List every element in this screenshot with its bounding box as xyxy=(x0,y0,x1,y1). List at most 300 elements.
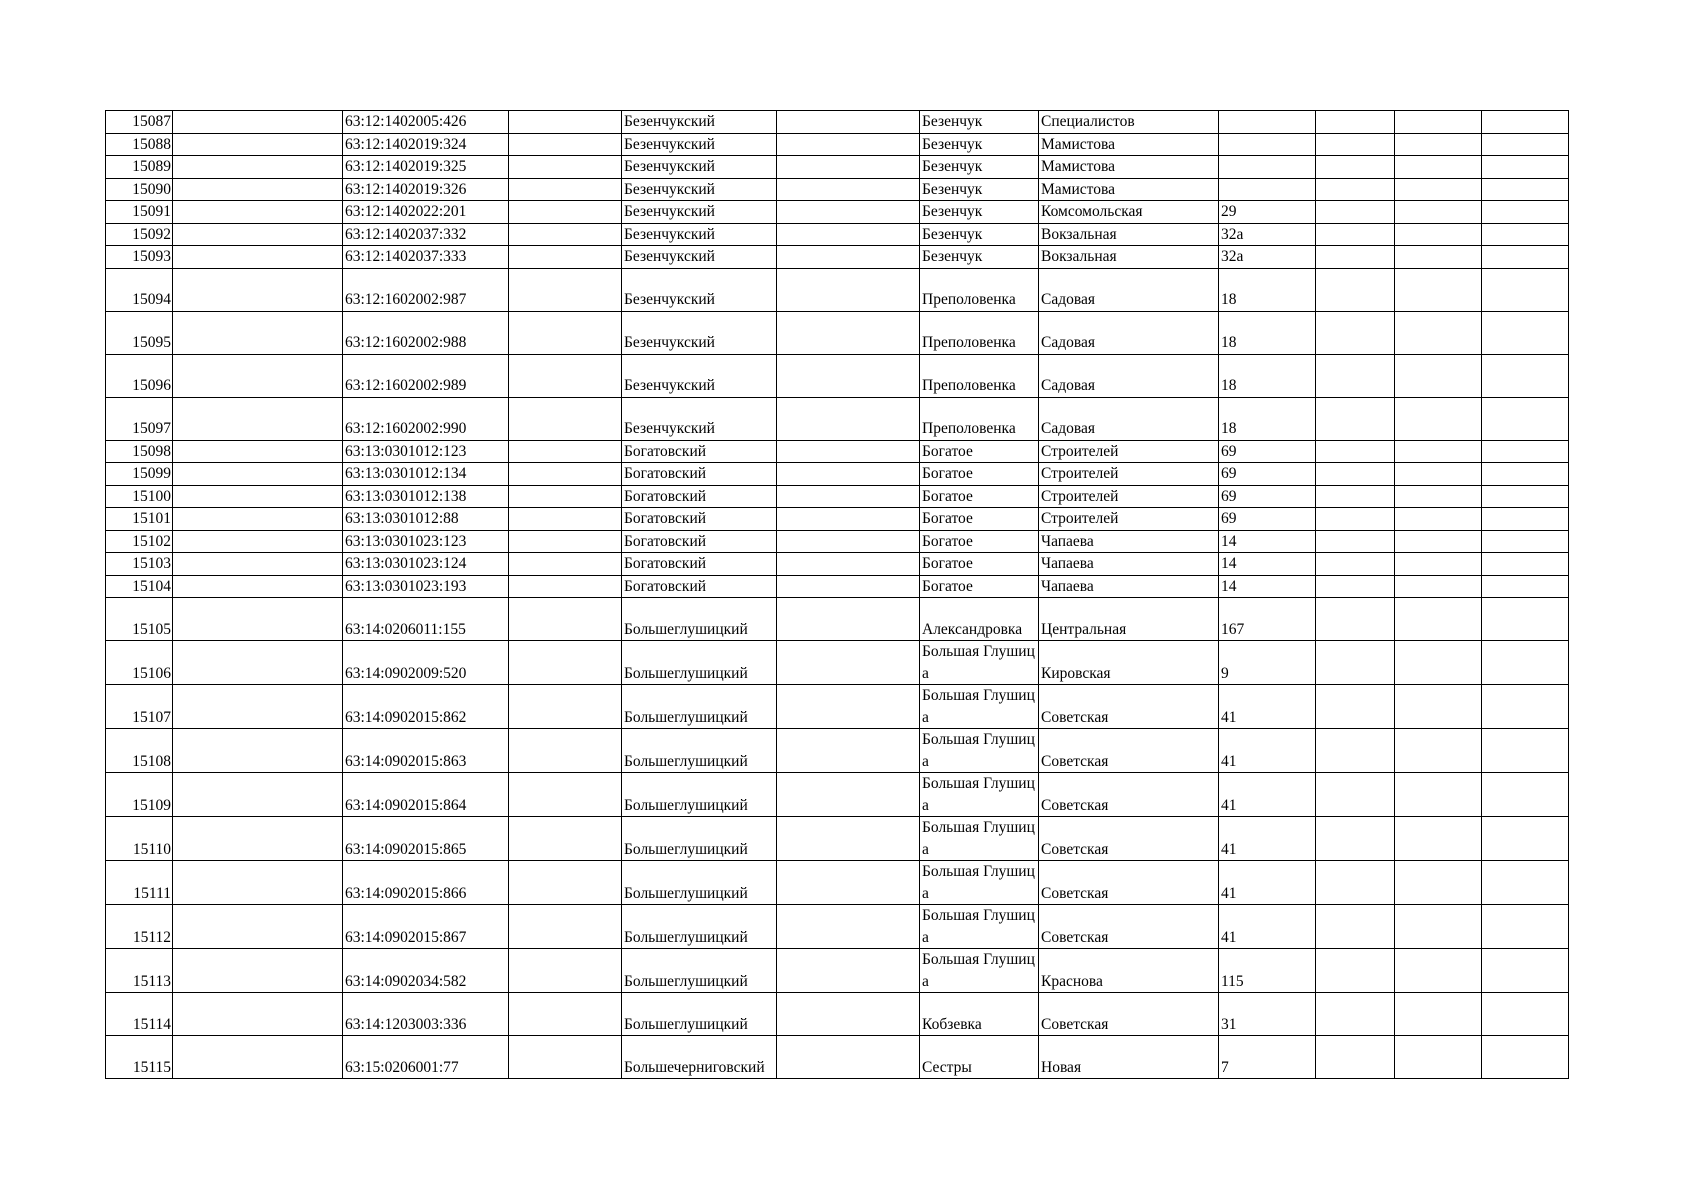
row-number-cell: 15100 xyxy=(106,485,173,508)
district-cell: Большечерниговский xyxy=(622,1036,777,1079)
house-cell: 41 xyxy=(1219,905,1316,949)
cadastral-number-cell: 63:12:1402037:333 xyxy=(343,246,509,269)
row-number-cell: 15094 xyxy=(106,268,173,311)
house-cell: 9 xyxy=(1219,641,1316,685)
table-row xyxy=(106,201,1569,224)
empty-cell xyxy=(1395,354,1482,397)
table-row xyxy=(106,685,1569,729)
empty-cell xyxy=(1316,354,1395,397)
empty-cell xyxy=(509,641,622,685)
district-cell: Большеглушицкий xyxy=(622,685,777,729)
empty-cell xyxy=(1395,156,1482,179)
empty-cell xyxy=(1316,268,1395,311)
empty-cell xyxy=(173,530,343,553)
cadastral-number-cell: 63:13:0301023:124 xyxy=(343,553,509,576)
street-cell: Советская xyxy=(1039,993,1219,1036)
row-number-cell: 15088 xyxy=(106,133,173,156)
empty-cell xyxy=(777,268,920,311)
empty-cell xyxy=(777,463,920,486)
locality-cell: Большая Глушица xyxy=(920,773,1039,817)
street-cell: Вокзальная xyxy=(1039,246,1219,269)
empty-cell xyxy=(777,508,920,531)
house-cell xyxy=(1219,156,1316,179)
cadastral-number-cell: 63:14:0902009:520 xyxy=(343,641,509,685)
empty-cell xyxy=(1395,553,1482,576)
locality-cell: Богатое xyxy=(920,485,1039,508)
empty-cell xyxy=(777,817,920,861)
empty-cell xyxy=(1482,133,1569,156)
empty-cell xyxy=(1395,485,1482,508)
empty-cell xyxy=(1316,773,1395,817)
empty-cell xyxy=(1395,817,1482,861)
empty-cell xyxy=(1316,905,1395,949)
street-cell: Советская xyxy=(1039,685,1219,729)
street-cell: Строителей xyxy=(1039,508,1219,531)
empty-cell xyxy=(1316,246,1395,269)
empty-cell xyxy=(1316,598,1395,641)
table-row xyxy=(106,133,1569,156)
district-cell: Большеглушицкий xyxy=(622,949,777,993)
locality-cell: Безенчук xyxy=(920,111,1039,134)
empty-cell xyxy=(1482,553,1569,576)
table-row xyxy=(106,817,1569,861)
empty-cell xyxy=(1482,817,1569,861)
row-number-cell: 15098 xyxy=(106,440,173,463)
empty-cell xyxy=(509,111,622,134)
street-cell: Строителей xyxy=(1039,440,1219,463)
district-cell: Безенчукский xyxy=(622,201,777,224)
house-cell: 41 xyxy=(1219,729,1316,773)
empty-cell xyxy=(1395,463,1482,486)
district-cell: Богатовский xyxy=(622,440,777,463)
table-row xyxy=(106,485,1569,508)
street-cell: Садовая xyxy=(1039,268,1219,311)
table-row xyxy=(106,463,1569,486)
row-number-cell: 15114 xyxy=(106,993,173,1036)
district-cell: Большеглушицкий xyxy=(622,641,777,685)
empty-cell xyxy=(509,773,622,817)
empty-cell xyxy=(173,905,343,949)
empty-cell xyxy=(509,201,622,224)
street-cell: Советская xyxy=(1039,817,1219,861)
empty-cell xyxy=(509,729,622,773)
empty-cell xyxy=(1482,201,1569,224)
house-cell: 14 xyxy=(1219,553,1316,576)
cadastral-number-cell: 63:12:1402005:426 xyxy=(343,111,509,134)
row-number-cell: 15113 xyxy=(106,949,173,993)
empty-cell xyxy=(509,463,622,486)
street-cell: Строителей xyxy=(1039,485,1219,508)
empty-cell xyxy=(777,993,920,1036)
street-cell: Советская xyxy=(1039,905,1219,949)
empty-cell xyxy=(1316,575,1395,598)
empty-cell xyxy=(173,993,343,1036)
empty-cell xyxy=(1316,156,1395,179)
empty-cell xyxy=(509,223,622,246)
cadastral-number-cell: 63:12:1602002:989 xyxy=(343,354,509,397)
house-cell: 18 xyxy=(1219,311,1316,354)
empty-cell xyxy=(173,111,343,134)
cadastral-number-cell: 63:13:0301023:123 xyxy=(343,530,509,553)
empty-cell xyxy=(1395,440,1482,463)
district-cell: Богатовский xyxy=(622,485,777,508)
empty-cell xyxy=(1482,178,1569,201)
empty-cell xyxy=(509,530,622,553)
empty-cell xyxy=(777,440,920,463)
cadastral-number-cell: 63:12:1402037:332 xyxy=(343,223,509,246)
empty-cell xyxy=(509,949,622,993)
empty-cell xyxy=(1316,949,1395,993)
district-cell: Богатовский xyxy=(622,575,777,598)
locality-cell: Большая Глушица xyxy=(920,949,1039,993)
cadastral-number-cell: 63:12:1402019:325 xyxy=(343,156,509,179)
empty-cell xyxy=(1395,861,1482,905)
empty-cell xyxy=(1316,223,1395,246)
cadastral-number-cell: 63:14:0902015:863 xyxy=(343,729,509,773)
house-cell: 14 xyxy=(1219,530,1316,553)
table-row xyxy=(106,246,1569,269)
table-row xyxy=(106,729,1569,773)
empty-cell xyxy=(1316,641,1395,685)
locality-cell: Богатое xyxy=(920,530,1039,553)
locality-cell: Большая Глушица xyxy=(920,817,1039,861)
street-cell: Новая xyxy=(1039,1036,1219,1079)
empty-cell xyxy=(1482,861,1569,905)
empty-cell xyxy=(1395,993,1482,1036)
cadastral-number-cell: 63:14:0902034:582 xyxy=(343,949,509,993)
table-row xyxy=(106,598,1569,641)
row-number-cell: 15087 xyxy=(106,111,173,134)
empty-cell xyxy=(1395,1036,1482,1079)
district-cell: Безенчукский xyxy=(622,354,777,397)
empty-cell xyxy=(777,641,920,685)
cadastral-number-cell: 63:13:0301023:193 xyxy=(343,575,509,598)
house-cell: 69 xyxy=(1219,508,1316,531)
locality-cell: Богатое xyxy=(920,463,1039,486)
empty-cell xyxy=(1395,268,1482,311)
house-cell: 14 xyxy=(1219,575,1316,598)
empty-cell xyxy=(509,1036,622,1079)
street-cell: Советская xyxy=(1039,861,1219,905)
empty-cell xyxy=(1482,993,1569,1036)
house-cell: 32а xyxy=(1219,246,1316,269)
house-cell: 18 xyxy=(1219,268,1316,311)
locality-cell: Безенчук xyxy=(920,156,1039,179)
cadastral-number-cell: 63:14:1203003:336 xyxy=(343,993,509,1036)
empty-cell xyxy=(777,553,920,576)
district-cell: Большеглушицкий xyxy=(622,993,777,1036)
house-cell: 69 xyxy=(1219,440,1316,463)
empty-cell xyxy=(173,598,343,641)
empty-cell xyxy=(1316,311,1395,354)
row-number-cell: 15111 xyxy=(106,861,173,905)
house-cell: 7 xyxy=(1219,1036,1316,1079)
empty-cell xyxy=(1482,223,1569,246)
locality-cell: Преполовенка xyxy=(920,311,1039,354)
empty-cell xyxy=(777,178,920,201)
row-number-cell: 15095 xyxy=(106,311,173,354)
empty-cell xyxy=(1395,773,1482,817)
street-cell: Садовая xyxy=(1039,397,1219,440)
row-number-cell: 15099 xyxy=(106,463,173,486)
cadastral-number-cell: 63:12:1402019:326 xyxy=(343,178,509,201)
cadastral-number-cell: 63:14:0902015:865 xyxy=(343,817,509,861)
locality-cell: Преполовенка xyxy=(920,397,1039,440)
district-cell: Богатовский xyxy=(622,530,777,553)
empty-cell xyxy=(173,311,343,354)
empty-cell xyxy=(173,463,343,486)
cadastral-number-cell: 63:14:0902015:864 xyxy=(343,773,509,817)
empty-cell xyxy=(777,311,920,354)
table-row xyxy=(106,397,1569,440)
house-cell: 41 xyxy=(1219,817,1316,861)
table-row xyxy=(106,949,1569,993)
empty-cell xyxy=(777,201,920,224)
district-cell: Безенчукский xyxy=(622,111,777,134)
empty-cell xyxy=(173,641,343,685)
street-cell: Чапаева xyxy=(1039,530,1219,553)
street-cell: Мамистова xyxy=(1039,156,1219,179)
empty-cell xyxy=(1395,949,1482,993)
empty-cell xyxy=(777,575,920,598)
empty-cell xyxy=(1316,861,1395,905)
empty-cell xyxy=(173,685,343,729)
locality-cell: Богатое xyxy=(920,440,1039,463)
cadastral-number-cell: 63:12:1602002:987 xyxy=(343,268,509,311)
district-cell: Безенчукский xyxy=(622,178,777,201)
empty-cell xyxy=(173,178,343,201)
empty-cell xyxy=(1482,729,1569,773)
empty-cell xyxy=(173,201,343,224)
district-cell: Богатовский xyxy=(622,553,777,576)
table-row xyxy=(106,156,1569,179)
land-plot-table xyxy=(105,110,1569,1079)
district-cell: Богатовский xyxy=(622,463,777,486)
table-row xyxy=(106,641,1569,685)
district-cell: Большеглушицкий xyxy=(622,729,777,773)
street-cell: Комсомольская xyxy=(1039,201,1219,224)
cadastral-number-cell: 63:12:1602002:990 xyxy=(343,397,509,440)
empty-cell xyxy=(1482,773,1569,817)
empty-cell xyxy=(1482,949,1569,993)
locality-cell: Богатое xyxy=(920,508,1039,531)
house-cell: 29 xyxy=(1219,201,1316,224)
table-row xyxy=(106,508,1569,531)
empty-cell xyxy=(1316,1036,1395,1079)
locality-cell: Большая Глушица xyxy=(920,861,1039,905)
empty-cell xyxy=(1395,311,1482,354)
empty-cell xyxy=(1316,201,1395,224)
district-cell: Безенчукский xyxy=(622,133,777,156)
table-row xyxy=(106,530,1569,553)
table-row xyxy=(106,178,1569,201)
house-cell xyxy=(1219,111,1316,134)
row-number-cell: 15097 xyxy=(106,397,173,440)
empty-cell xyxy=(173,553,343,576)
locality-cell: Большая Глушица xyxy=(920,641,1039,685)
locality-cell: Безенчук xyxy=(920,133,1039,156)
empty-cell xyxy=(1316,485,1395,508)
table-row xyxy=(106,773,1569,817)
empty-cell xyxy=(173,1036,343,1079)
table-row xyxy=(106,311,1569,354)
locality-cell: Безенчук xyxy=(920,178,1039,201)
row-number-cell: 15089 xyxy=(106,156,173,179)
empty-cell xyxy=(173,508,343,531)
empty-cell xyxy=(1395,111,1482,134)
locality-cell: Большая Глушица xyxy=(920,685,1039,729)
empty-cell xyxy=(173,246,343,269)
empty-cell xyxy=(1395,201,1482,224)
empty-cell xyxy=(777,729,920,773)
row-number-cell: 15112 xyxy=(106,905,173,949)
empty-cell xyxy=(1395,223,1482,246)
empty-cell xyxy=(509,817,622,861)
street-cell: Садовая xyxy=(1039,354,1219,397)
empty-cell xyxy=(777,397,920,440)
row-number-cell: 15104 xyxy=(106,575,173,598)
empty-cell xyxy=(777,1036,920,1079)
empty-cell xyxy=(509,311,622,354)
locality-cell: Безенчук xyxy=(920,246,1039,269)
empty-cell xyxy=(1482,1036,1569,1079)
locality-cell: Безенчук xyxy=(920,223,1039,246)
row-number-cell: 15092 xyxy=(106,223,173,246)
empty-cell xyxy=(173,729,343,773)
street-cell: Центральная xyxy=(1039,598,1219,641)
empty-cell xyxy=(509,178,622,201)
street-cell: Советская xyxy=(1039,773,1219,817)
locality-cell: Большая Глушица xyxy=(920,905,1039,949)
table-row xyxy=(106,268,1569,311)
empty-cell xyxy=(1482,463,1569,486)
locality-cell: Безенчук xyxy=(920,201,1039,224)
empty-cell xyxy=(1316,729,1395,773)
empty-cell xyxy=(509,440,622,463)
empty-cell xyxy=(509,575,622,598)
house-cell: 41 xyxy=(1219,773,1316,817)
street-cell: Чапаева xyxy=(1039,575,1219,598)
empty-cell xyxy=(173,861,343,905)
empty-cell xyxy=(1482,530,1569,553)
empty-cell xyxy=(173,133,343,156)
empty-cell xyxy=(1482,641,1569,685)
street-cell: Строителей xyxy=(1039,463,1219,486)
row-number-cell: 15110 xyxy=(106,817,173,861)
table-row xyxy=(106,553,1569,576)
empty-cell xyxy=(1316,397,1395,440)
district-cell: Безенчукский xyxy=(622,268,777,311)
empty-cell xyxy=(777,861,920,905)
house-cell: 18 xyxy=(1219,354,1316,397)
empty-cell xyxy=(1316,440,1395,463)
table-row xyxy=(106,354,1569,397)
district-cell: Безенчукский xyxy=(622,223,777,246)
empty-cell xyxy=(1395,685,1482,729)
empty-cell xyxy=(509,397,622,440)
empty-cell xyxy=(1316,508,1395,531)
house-cell: 31 xyxy=(1219,993,1316,1036)
empty-cell xyxy=(509,485,622,508)
district-cell: Большеглушицкий xyxy=(622,905,777,949)
locality-cell: Богатое xyxy=(920,575,1039,598)
district-cell: Безенчукский xyxy=(622,397,777,440)
district-cell: Большеглушицкий xyxy=(622,598,777,641)
empty-cell xyxy=(1395,133,1482,156)
empty-cell xyxy=(1316,463,1395,486)
empty-cell xyxy=(173,949,343,993)
empty-cell xyxy=(509,508,622,531)
cadastral-number-cell: 63:14:0902015:866 xyxy=(343,861,509,905)
locality-cell: Кобзевка xyxy=(920,993,1039,1036)
district-cell: Большеглушицкий xyxy=(622,861,777,905)
empty-cell xyxy=(1316,133,1395,156)
house-cell: 115 xyxy=(1219,949,1316,993)
empty-cell xyxy=(777,354,920,397)
empty-cell xyxy=(777,598,920,641)
empty-cell xyxy=(173,354,343,397)
table-row xyxy=(106,223,1569,246)
street-cell: Специалистов xyxy=(1039,111,1219,134)
cadastral-number-cell: 63:13:0301012:88 xyxy=(343,508,509,531)
row-number-cell: 15103 xyxy=(106,553,173,576)
empty-cell xyxy=(777,133,920,156)
empty-cell xyxy=(777,156,920,179)
cadastral-number-cell: 63:13:0301012:123 xyxy=(343,440,509,463)
empty-cell xyxy=(777,949,920,993)
empty-cell xyxy=(777,530,920,553)
cadastral-number-cell: 63:12:1602002:988 xyxy=(343,311,509,354)
empty-cell xyxy=(509,268,622,311)
street-cell: Садовая xyxy=(1039,311,1219,354)
empty-cell xyxy=(1316,993,1395,1036)
empty-cell xyxy=(1395,575,1482,598)
house-cell: 18 xyxy=(1219,397,1316,440)
locality-cell: Александровка xyxy=(920,598,1039,641)
empty-cell xyxy=(1482,397,1569,440)
empty-cell xyxy=(777,773,920,817)
row-number-cell: 15093 xyxy=(106,246,173,269)
locality-cell: Преполовенка xyxy=(920,268,1039,311)
locality-cell: Сестры xyxy=(920,1036,1039,1079)
empty-cell xyxy=(777,485,920,508)
row-number-cell: 15106 xyxy=(106,641,173,685)
table-row xyxy=(106,111,1569,134)
locality-cell: Преполовенка xyxy=(920,354,1039,397)
table-row xyxy=(106,905,1569,949)
row-number-cell: 15115 xyxy=(106,1036,173,1079)
street-cell: Мамистова xyxy=(1039,133,1219,156)
empty-cell xyxy=(1395,729,1482,773)
locality-cell: Богатое xyxy=(920,553,1039,576)
empty-cell xyxy=(1316,530,1395,553)
district-cell: Большеглушицкий xyxy=(622,773,777,817)
empty-cell xyxy=(1482,598,1569,641)
empty-cell xyxy=(777,905,920,949)
table-row xyxy=(106,993,1569,1036)
street-cell: Кировская xyxy=(1039,641,1219,685)
empty-cell xyxy=(777,111,920,134)
empty-cell xyxy=(173,268,343,311)
street-cell: Краснова xyxy=(1039,949,1219,993)
house-cell xyxy=(1219,178,1316,201)
cadastral-number-cell: 63:12:1402019:324 xyxy=(343,133,509,156)
cadastral-number-cell: 63:13:0301012:134 xyxy=(343,463,509,486)
district-cell: Большеглушицкий xyxy=(622,817,777,861)
empty-cell xyxy=(509,553,622,576)
empty-cell xyxy=(1316,817,1395,861)
street-cell: Советская xyxy=(1039,729,1219,773)
